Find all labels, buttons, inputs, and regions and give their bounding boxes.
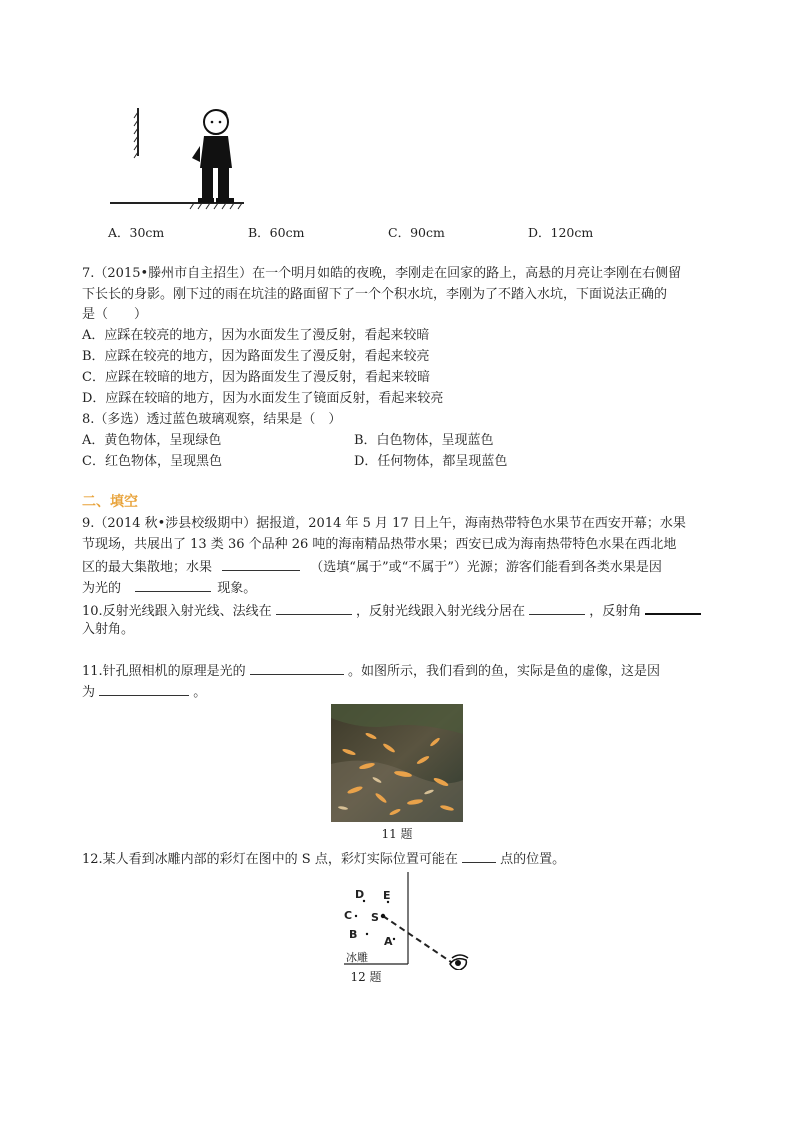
q6-option-c: C．90cm [388,225,445,240]
q9-line4-text-b: 现象。 [217,581,257,596]
q6-option-d: D．120cm [528,225,594,240]
q10-text-3: ，反射角 [589,604,642,619]
q10-blank-1[interactable] [276,600,352,615]
q7-option-d: D．应踩在较暗的地方，因为水面发生了镜面反射，看起来较亮 [82,391,444,406]
q12-label-s: S [371,911,379,924]
q7-stem-line1: 7.（2015•滕州市自主招生）在一个明月如皓的夜晚，李刚走在回家的路上，高悬的月亮让李刚在右侧留 [82,266,682,281]
q9-blank-2[interactable] [135,577,211,592]
q9-blank-1[interactable] [222,556,300,571]
q11-blank-1[interactable] [250,660,344,675]
q12-label-c: C [344,909,353,922]
q11-text-2: 。如图所示，我们看到的鱼，实际是鱼的虚像，这是因 [347,664,660,679]
q11-text-1: 11.针孔照相机的原理是光的 [82,664,246,679]
q9-line3 [82,556,662,578]
q12-text-1: 12.某人看到冰雕内部的彩灯在图中的 S 点，彩灯实际位置可能在 [82,852,458,867]
q12-line1 [82,848,565,870]
q9-line3-text-a: 区的最大集散地；水果 [82,560,213,575]
q7-option-a: A．应踩在较亮的地方，因为水面发生了漫反射，看起来较暗 [82,328,430,343]
q11-text-4: 。 [193,685,207,700]
q12-text-2: 点的位置。 [500,852,566,867]
q9-line1: 9.（2014 秋•涉县校级期中）据报道，2014 年 5 月 17 日上午，海南热带特色水果节在西安开幕；水果 [82,516,686,531]
fish-pond-photo [331,704,463,822]
mirror-person-figure [108,104,248,214]
q10-text-1: 10.反射光线跟入射光线、法线在 [82,604,272,619]
q11-caption: 11 题 [381,827,413,841]
q10-text-2: ，反射光线跟入射光线分居在 [355,604,525,619]
q12-label-a: A [384,935,393,948]
q10-blank-3[interactable] [645,599,701,615]
q6-option-b: B．60cm [248,225,305,240]
q7-option-b: B．应踩在较亮的地方，因为路面发生了漫反射，看起来较亮 [82,349,430,364]
q9-line3-text-b: （选填“属于”或“不属于”）光源；游客们能看到各类水果是因 [310,560,662,575]
q9-line4 [82,577,256,599]
q12-caption: 12 题 [350,970,382,984]
q12-label-d: D [355,888,365,901]
q12-label-e: E [383,889,391,902]
q10-line1 [82,599,701,622]
section-title: 二、填空 [82,494,138,510]
q7-option-c: C．应踩在较暗的地方，因为路面发生了漫反射，看起来较暗 [82,370,430,385]
q10-blank-2[interactable] [529,600,585,615]
q11-text-3: 为 [82,685,96,700]
q6-option-a: A．30cm [108,225,165,240]
q11-line2 [82,681,206,703]
q8-option-a: A．黄色物体，呈现绿色 [82,433,222,448]
q10-line2: 入射角。 [82,622,135,637]
q9-line2: 节现场，共展出了 13 类 36 个品种 26 吨的海南精品热带水果；西安已成为海南热带特色水果在西北地 [82,537,677,552]
q8-option-b: B．白色物体，呈现蓝色 [354,433,494,448]
q12-blank-1[interactable] [462,848,496,863]
q8-option-d: D．任何物体，都呈现蓝色 [354,454,508,469]
q11-line1 [82,660,660,682]
q9-line4-text-a: 为光的 [82,581,122,596]
q12-label-ice: 冰雕 [346,952,368,964]
q11-blank-2[interactable] [99,681,189,696]
q8-stem: 8.（多选）透过蓝色玻璃观察，结果是（ ） [82,412,342,427]
q8-option-c: C．红色物体，呈现黑色 [82,454,222,469]
q7-stem-line3: 是（ ） [82,307,148,322]
q7-stem-line2: 下长长的身影。刚下过的雨在坑洼的路面留下了一个个积水坑，李刚为了不踏入水坑，下面说法正确的 [82,287,668,302]
q12-label-b: B [349,928,358,941]
